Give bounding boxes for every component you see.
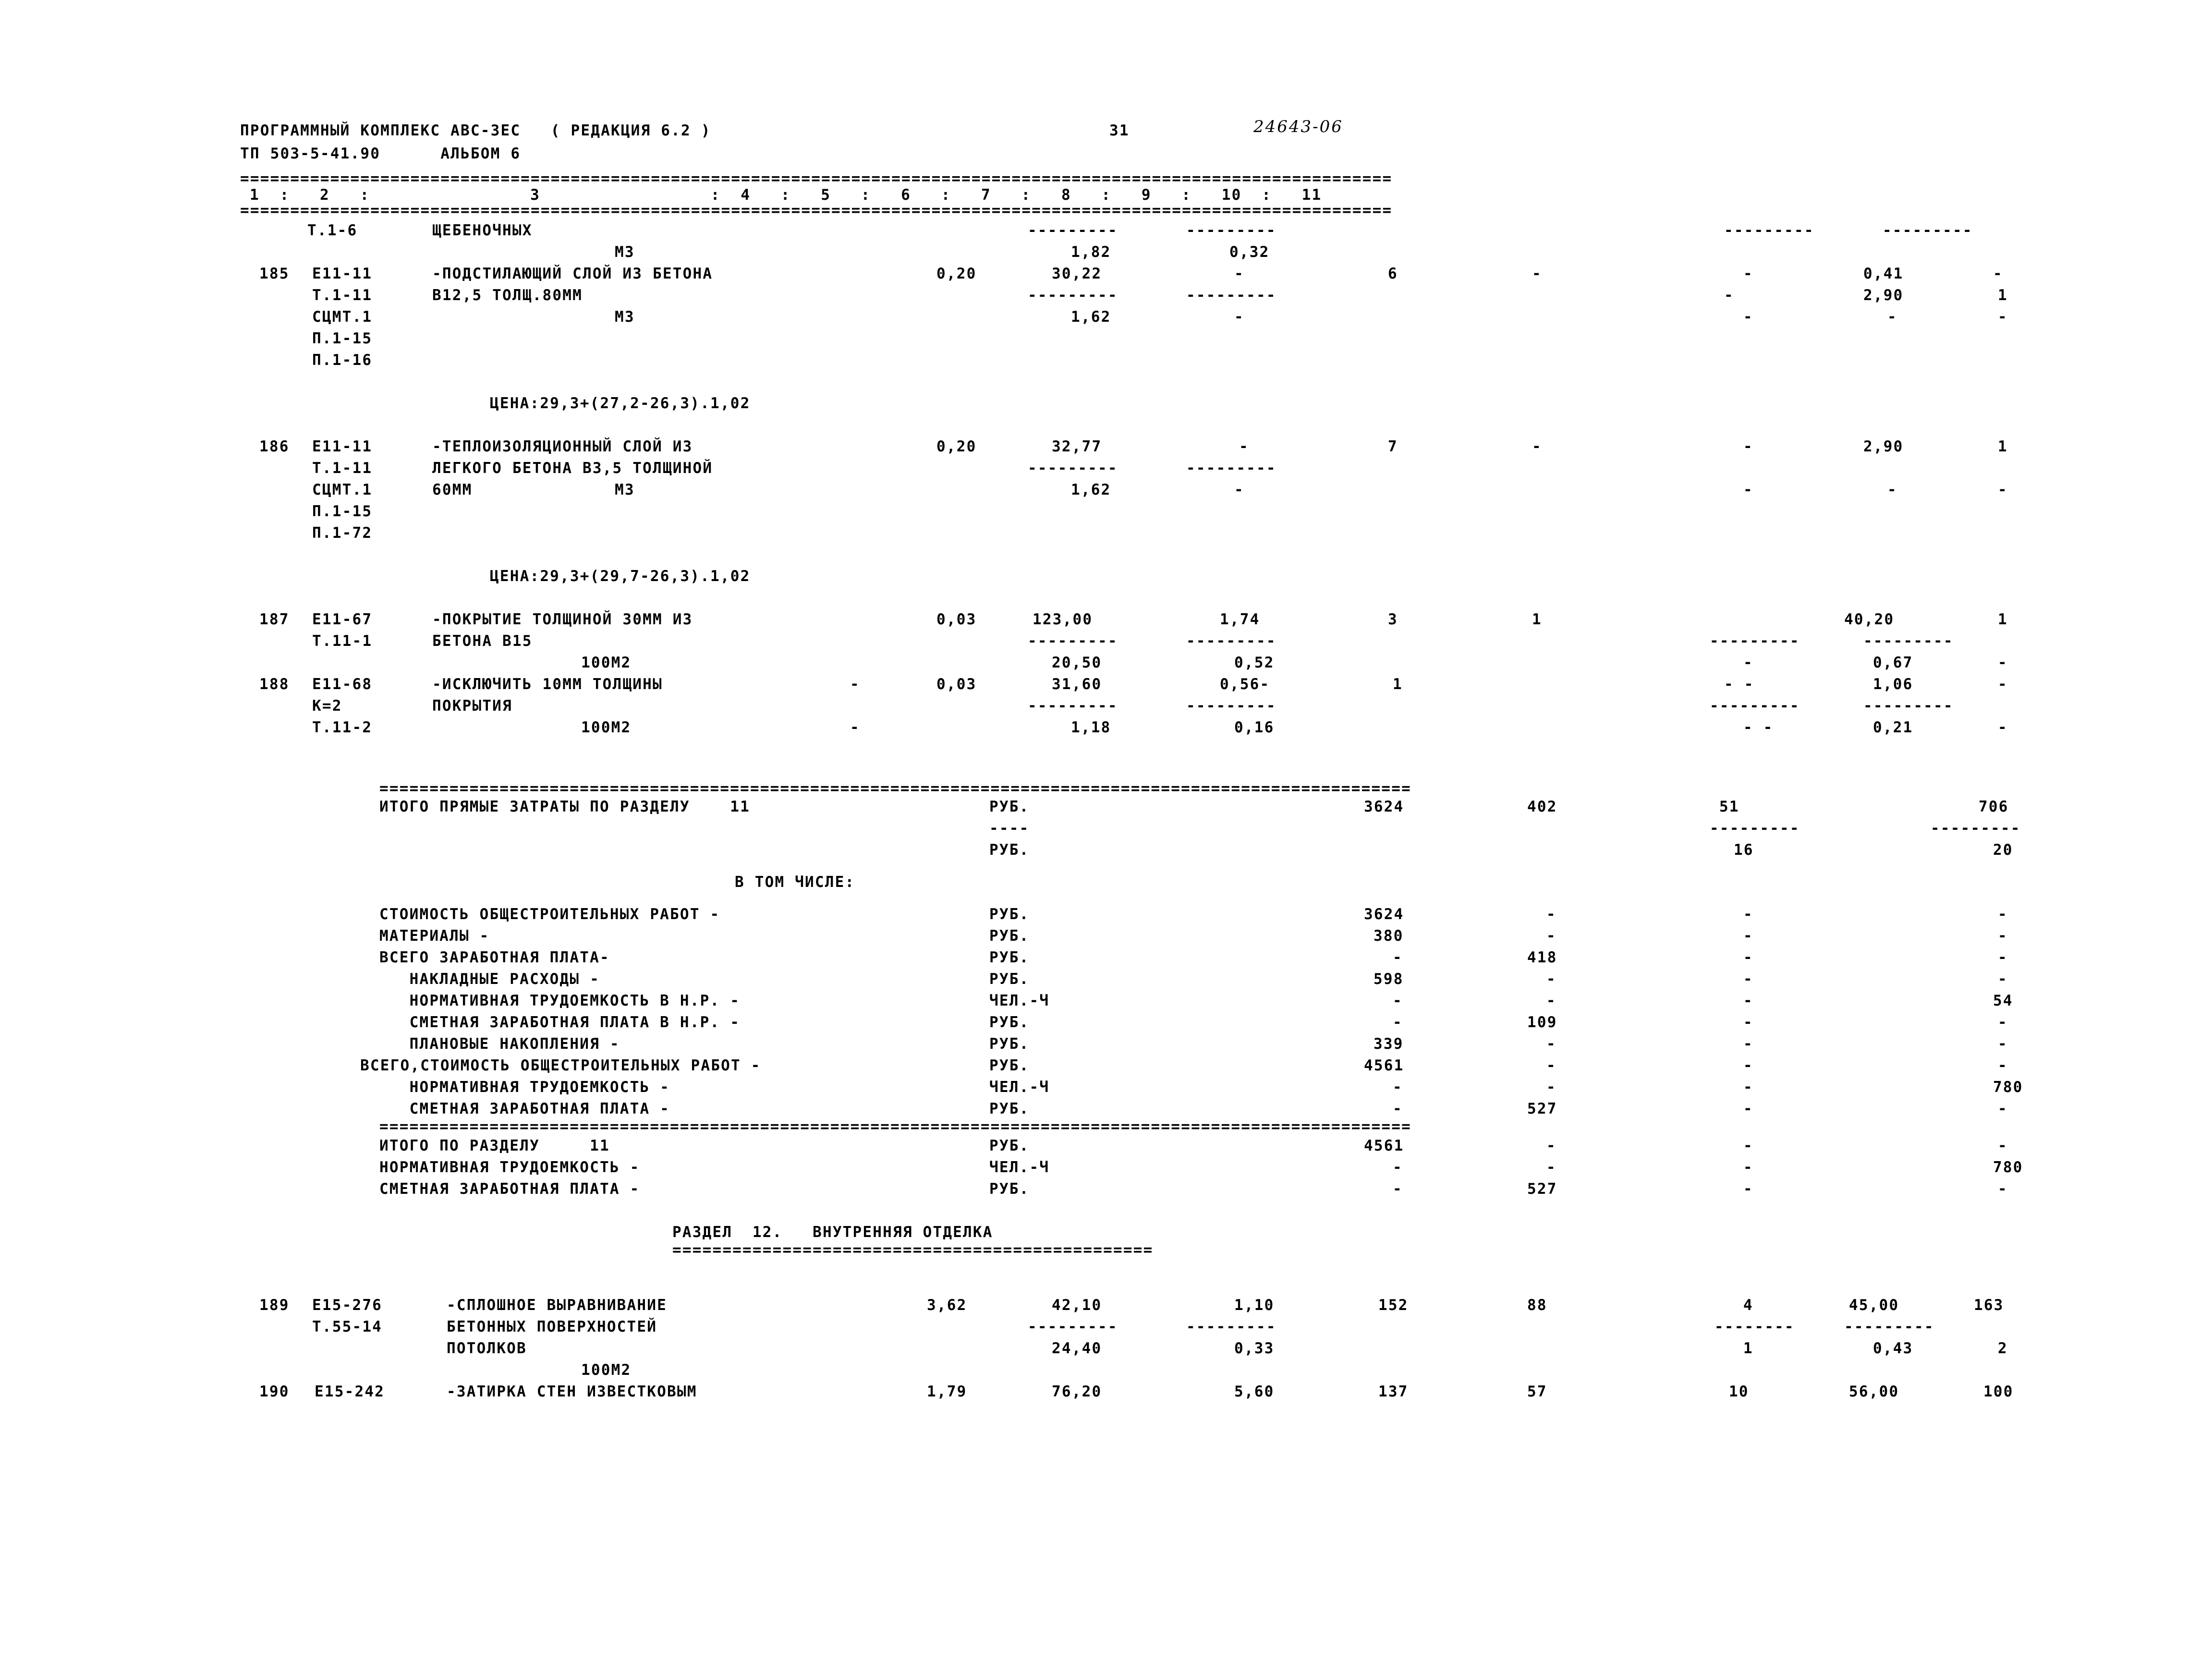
cell-desc: -СПЛОШНОЕ ВЫРАВНИВАНИЕ <box>447 1297 667 1314</box>
cell-desc: -ТЕПЛОИЗОЛЯЦИОННЫЙ СЛОЙ ИЗ <box>432 438 693 455</box>
cell-code: Е15-242 <box>315 1383 385 1400</box>
totals-c7: 3624 <box>1364 798 1404 815</box>
cell-10: 0,67 <box>1873 654 1913 671</box>
rule-line-mid: ======================================================================================================= <box>379 1120 1411 1135</box>
table-row <box>240 285 2017 306</box>
cell-6: - <box>1234 481 1244 498</box>
table-row <box>240 695 2017 717</box>
totals-line <box>240 1012 2017 1033</box>
cell-code: П.1-15 <box>312 503 373 520</box>
line-unit: РУБ. <box>989 949 1030 966</box>
sub-dash: ---- <box>989 820 1030 837</box>
cell-num: 190 <box>259 1383 290 1400</box>
cell-4: 1,79 <box>927 1383 967 1400</box>
cell-desc: БЕТОНА В15 <box>432 632 533 650</box>
table-row <box>240 674 2017 695</box>
cell-code: К=2 <box>312 697 342 715</box>
line-unit: РУБ. <box>989 971 1030 988</box>
cell-desc-dash: - <box>850 676 860 693</box>
table-row <box>240 609 2017 631</box>
final-c11: - <box>1998 1180 2008 1198</box>
line-c11: - <box>1998 906 2008 923</box>
line-unit: РУБ. <box>989 1014 1030 1031</box>
line-c11: - <box>1998 1035 2008 1053</box>
totals-rule-mid <box>240 1120 2017 1135</box>
table-row <box>240 522 2017 544</box>
cell-code: Т.1-6 <box>307 222 358 239</box>
line-c7: 339 <box>1373 1035 1404 1053</box>
cell-11: - <box>1998 676 2008 693</box>
cell-9: -------- <box>1714 1318 1795 1335</box>
cell-11: 163 <box>1974 1297 2004 1314</box>
cell-8: - <box>1532 265 1542 282</box>
line-c8: 527 <box>1527 1100 1557 1117</box>
section-title: РАЗДЕЛ 12. ВНУТРЕННЯЯ ОТДЕЛКА <box>672 1224 993 1241</box>
cell-unit: М3 <box>615 481 635 498</box>
final-c9: - <box>1743 1180 1753 1198</box>
cell-5: 1,18 <box>1071 719 1111 736</box>
cell-desc: ЩЕБЕНОЧНЫХ <box>432 222 533 239</box>
cell-6: --------- <box>1186 1318 1276 1335</box>
line-c9: - <box>1743 927 1753 945</box>
table-row <box>240 458 2017 479</box>
table-row <box>240 501 2017 522</box>
totals-label: ИТОГО ПРЯМЫЕ ЗАТРАТЫ ПО РАЗДЕЛУ 11 <box>379 798 750 815</box>
table-row <box>240 631 2017 652</box>
table-row <box>240 652 2017 674</box>
line-label: НОРМАТИВНАЯ ТРУДОЕМКОСТЬ - <box>379 1079 670 1096</box>
cell-6: 5,60 <box>1234 1383 1275 1400</box>
handwritten-code: 24643-06 <box>1253 117 1343 136</box>
cell-code: П.1-15 <box>312 330 373 347</box>
column-headers: 1 : 2 : 3 : 4 : 5 : 6 : 7 : 8 : 9 : 10 : 11 <box>250 186 1322 204</box>
cell-9: - <box>1743 481 1753 498</box>
table-row <box>240 1359 2017 1381</box>
line-unit: РУБ. <box>989 927 1030 945</box>
totals-sub-row <box>240 818 2021 839</box>
program-title: ПРОГРАММНЫЙ КОМПЛЕКС АВС-3ЕС ( РЕДАКЦИЯ 6.2 ) <box>240 122 711 139</box>
line-unit: РУБ. <box>989 1035 1030 1053</box>
line-c8: - <box>1546 971 1556 988</box>
cell-unit: М3 <box>615 243 635 261</box>
table-row <box>240 1316 2017 1338</box>
cell-code: П.1-72 <box>312 524 373 542</box>
line-unit: ЧЕЛ.-Ч <box>989 1079 1050 1096</box>
line-c7: 4561 <box>1364 1057 1404 1074</box>
line-c7: - <box>1393 949 1403 966</box>
line-unit: ЧЕЛ.-Ч <box>989 992 1050 1009</box>
line-label: НАКЛАДНЫЕ РАСХОДЫ - <box>379 971 600 988</box>
cell-9: 1 <box>1743 1340 1753 1357</box>
line-c9: - <box>1743 1014 1753 1031</box>
cell-11: - <box>1998 654 2008 671</box>
cell-code: Е11-67 <box>312 611 373 628</box>
cell-desc: В12,5 ТОЛЩ.80ММ <box>432 287 583 304</box>
cell-9: - <box>1743 265 1753 282</box>
cell-num: 185 <box>259 265 290 282</box>
cell-10: - <box>1887 481 1897 498</box>
cell-desc: ЛЕГКОГО БЕТОНА В3,5 ТОЛЩИНОЙ <box>432 460 713 477</box>
cell-desc: -ПОКРЫТИЕ ТОЛЩИНОЙ 30ММ ИЗ <box>432 611 693 628</box>
cell-5: 30,22 <box>1052 265 1102 282</box>
cell-5: --------- <box>1028 460 1118 477</box>
table-row <box>240 479 2017 501</box>
cell-10: --------- <box>1844 1318 1934 1335</box>
line-label: НОРМАТИВНАЯ ТРУДОЕМКОСТЬ В Н.Р. - <box>379 992 741 1009</box>
final-c11: 780 <box>1993 1159 2023 1176</box>
cell-num: 187 <box>259 611 290 628</box>
cell-11: 1 <box>1998 287 2008 304</box>
totals-c11: 706 <box>1979 798 2009 815</box>
line-c7: 598 <box>1373 971 1404 988</box>
totals-itogo-row <box>240 796 2017 818</box>
cell-5: 32,77 <box>1052 438 1102 455</box>
totals-line <box>240 1077 2023 1098</box>
cell-5: 31,60 <box>1052 676 1102 693</box>
line-unit: РУБ. <box>989 1100 1030 1117</box>
line-unit: РУБ. <box>989 906 1030 923</box>
cell-10: 2,90 <box>1863 287 1904 304</box>
price-note: ЦЕНА:29,3+(27,2-26,3).1,02 <box>490 395 751 412</box>
final-label: СМЕТНАЯ ЗАРАБОТНАЯ ПЛАТА - <box>379 1180 640 1198</box>
cell-7: 152 <box>1378 1297 1409 1314</box>
cell-11: - <box>1998 719 2008 736</box>
table-row <box>240 306 2017 328</box>
line-c11: - <box>1998 1100 2008 1117</box>
cell-4: 0,20 <box>936 265 977 282</box>
cell-6: - <box>1234 265 1244 282</box>
cell-7: 6 <box>1388 265 1398 282</box>
price-note: ЦЕНА:29,3+(29,7-26,3).1,02 <box>490 568 751 585</box>
cell-code: Т.1-11 <box>312 287 373 304</box>
cell-num: 189 <box>259 1297 290 1314</box>
totals-line <box>240 969 2017 990</box>
line-c7: 3624 <box>1364 906 1404 923</box>
cell-4: 0,03 <box>936 676 977 693</box>
final-label: ИТОГО ПО РАЗДЕЛУ 11 <box>379 1137 610 1154</box>
line-label: МАТЕРИАЛЫ - <box>379 927 490 945</box>
cell-7: 7 <box>1388 438 1398 455</box>
cell-7: 137 <box>1378 1383 1409 1400</box>
line-c7: - <box>1393 1014 1403 1031</box>
totals-line <box>240 1055 2017 1077</box>
totals-c8: 402 <box>1527 798 1557 815</box>
final-c7: - <box>1393 1180 1403 1198</box>
cell-11: 1 <box>1998 438 2008 455</box>
final-line <box>240 1178 2017 1200</box>
cell-9: --------- <box>1724 222 1814 239</box>
line-c8: 109 <box>1527 1014 1557 1031</box>
cell-6: --------- <box>1186 460 1276 477</box>
cell-6: 0,56- <box>1220 676 1270 693</box>
cell-9: 10 <box>1729 1383 1749 1400</box>
line-c9: - <box>1743 1035 1753 1053</box>
cell-6: --------- <box>1186 697 1276 715</box>
cell-10: 56,00 <box>1849 1383 1899 1400</box>
rule-line: ======================================================================================================= <box>379 782 1411 796</box>
line-c9: - <box>1743 906 1753 923</box>
table-row <box>240 263 2017 285</box>
cell-6: 0,32 <box>1229 243 1270 261</box>
cell-6: - <box>1234 308 1244 326</box>
final-c11: - <box>1998 1137 2008 1154</box>
sub-c11: 20 <box>1993 841 2013 859</box>
cell-10: 1,06 <box>1873 676 1913 693</box>
final-c8: 527 <box>1527 1180 1557 1198</box>
line-c8: - <box>1546 1057 1556 1074</box>
final-label: НОРМАТИВНАЯ ТРУДОЕМКОСТЬ - <box>379 1159 640 1176</box>
cell-10: 0,41 <box>1863 265 1904 282</box>
cell-5: --------- <box>1028 632 1118 650</box>
cell-8: 88 <box>1527 1297 1547 1314</box>
totals-line <box>240 990 2017 1012</box>
cell-8: - <box>1532 438 1542 455</box>
table-row <box>240 242 2017 263</box>
line-c11: - <box>1998 949 2008 966</box>
totals-unit: РУБ. <box>989 798 1030 815</box>
line-label: СМЕТНАЯ ЗАРАБОТНАЯ ПЛАТА - <box>379 1100 670 1117</box>
cell-6: 1,74 <box>1220 611 1260 628</box>
table-row <box>240 1338 2017 1359</box>
totals-line <box>240 925 2017 947</box>
cell-code: Т.11-2 <box>312 719 373 736</box>
cell-9: - - <box>1724 676 1754 693</box>
cell-6: 0,33 <box>1234 1340 1275 1357</box>
cell-10: 2,90 <box>1863 438 1904 455</box>
final-line <box>240 1135 2017 1157</box>
line-c9: - <box>1743 949 1753 966</box>
cell-code: Т.55-14 <box>312 1318 383 1335</box>
table-row <box>240 1295 2017 1316</box>
section-title-row <box>240 1222 2017 1243</box>
cell-9: --------- <box>1710 632 1800 650</box>
vtom-label: В ТОМ ЧИСЛЕ: <box>735 873 855 891</box>
line-c8: - <box>1546 906 1556 923</box>
cell-11: - <box>1998 308 2008 326</box>
cell-10: - <box>1887 308 1897 326</box>
cell-6: 0,52 <box>1234 654 1275 671</box>
cell-desc: ПОТОЛКОВ <box>447 1340 527 1357</box>
cell-5: 24,40 <box>1052 1340 1102 1357</box>
line-c7: - <box>1393 1100 1403 1117</box>
cell-11: 1 <box>1998 611 2008 628</box>
separator-top-2 <box>240 204 2017 220</box>
line-c9: - <box>1743 1100 1753 1117</box>
line-label: ВСЕГО ЗАРАБОТНАЯ ПЛАТА- <box>379 949 610 966</box>
cell-code: Е11-11 <box>312 438 373 455</box>
cell-11: 2 <box>1998 1340 2008 1357</box>
cell-5: 20,50 <box>1052 654 1102 671</box>
cell-9: --------- <box>1710 697 1800 715</box>
cell-desc: -ЗАТИРКА СТЕН ИЗВЕСТКОВЫМ <box>447 1383 697 1400</box>
price-note-row-1 <box>240 393 2017 414</box>
cell-10: 40,20 <box>1844 611 1895 628</box>
final-unit: РУБ. <box>989 1137 1030 1154</box>
cell-5: --------- <box>1028 697 1118 715</box>
cell-code: Т.11-1 <box>312 632 373 650</box>
cell-code: Е11-11 <box>312 265 373 282</box>
totals-line <box>240 1033 2017 1055</box>
line-c11: - <box>1998 971 2008 988</box>
final-c9: - <box>1743 1159 1753 1176</box>
line-c11: - <box>1998 1057 2008 1074</box>
final-c8: - <box>1546 1159 1556 1176</box>
line-label: ВСЕГО,СТОИМОСТЬ ОБЩЕСТРОИТЕЛЬНЫХ РАБОТ - <box>360 1057 761 1074</box>
column-header-row <box>240 184 2017 204</box>
line-c9: - <box>1743 1079 1753 1096</box>
final-c7: 4561 <box>1364 1137 1404 1154</box>
cell-5: 1,82 <box>1071 243 1111 261</box>
table-row <box>240 717 2017 739</box>
line-c8: - <box>1546 992 1556 1009</box>
separator-line: =================================================================================================================== <box>240 172 1393 184</box>
section-underline: ================================================ <box>672 1243 1154 1259</box>
final-c8: - <box>1546 1137 1556 1154</box>
line-c11: - <box>1998 1014 2008 1031</box>
line-unit: РУБ. <box>989 1057 1030 1074</box>
cell-5: 1,62 <box>1071 481 1111 498</box>
cell-9: - <box>1724 287 1734 304</box>
line-c8: 418 <box>1527 949 1557 966</box>
cell-code: Е15-276 <box>312 1297 383 1314</box>
dash-c9: --------- <box>1710 820 1800 837</box>
cell-6: --------- <box>1186 287 1276 304</box>
cell-8: 57 <box>1527 1383 1547 1400</box>
cell-4: 0,20 <box>936 438 977 455</box>
cell-desc: 60ММ <box>432 481 473 498</box>
cell-code: Т.1-11 <box>312 460 373 477</box>
cell-unit: 100М2 <box>581 654 632 671</box>
vtom-row <box>240 872 2017 893</box>
final-c9: - <box>1743 1137 1753 1154</box>
final-unit: ЧЕЛ.-Ч <box>989 1159 1050 1176</box>
cell-6: --------- <box>1186 632 1276 650</box>
line-c9: - <box>1743 971 1753 988</box>
cell-7: 1 <box>1393 676 1403 693</box>
line-c8: - <box>1546 1079 1556 1096</box>
cell-desc: -ПОДСТИЛАЮЩИЙ СЛОЙ ИЗ БЕТОНА <box>432 265 713 282</box>
cell-num: 186 <box>259 438 290 455</box>
table-row <box>240 350 2017 371</box>
cell-code: СЦМТ.1 <box>312 481 373 498</box>
line-c8: - <box>1546 927 1556 945</box>
cell-5: 76,20 <box>1052 1383 1102 1400</box>
final-unit: РУБ. <box>989 1180 1030 1198</box>
cell-11: 100 <box>1983 1383 2014 1400</box>
cell-8: 1 <box>1532 611 1542 628</box>
cell-6: --------- <box>1186 222 1276 239</box>
line-c11: 780 <box>1993 1079 2023 1096</box>
table-row <box>240 436 2017 458</box>
cell-unit: М3 <box>615 308 635 326</box>
cell-desc: ПОКРЫТИЯ <box>432 697 512 715</box>
cell-5: 42,10 <box>1052 1297 1102 1314</box>
cell-6: 1,10 <box>1234 1297 1275 1314</box>
table-row <box>240 1381 2017 1403</box>
estimate-sheet <box>240 117 2023 1403</box>
sub-c9: 16 <box>1734 841 1754 859</box>
line-label: ПЛАНОВЫЕ НАКОПЛЕНИЯ - <box>379 1035 620 1053</box>
table-row <box>240 328 2017 350</box>
cell-desc: БЕТОННЫХ ПОВЕРХНОСТЕЙ <box>447 1318 657 1335</box>
cell-code: Е11-68 <box>312 676 373 693</box>
line-c8: - <box>1546 1035 1556 1053</box>
totals-line <box>240 1098 2017 1120</box>
cell-10: --------- <box>1863 697 1954 715</box>
cell-11: - <box>1993 265 2003 282</box>
cell-5: 123,00 <box>1033 611 1093 628</box>
cell-num: 188 <box>259 676 290 693</box>
line-label: СТОИМОСТЬ ОБЩЕСТРОИТЕЛЬНЫХ РАБОТ - <box>379 906 720 923</box>
cell-9: - <box>1743 308 1753 326</box>
line-c7: - <box>1393 992 1403 1009</box>
cell-11: - <box>1998 481 2008 498</box>
cell-9: - <box>1743 438 1753 455</box>
totals-line <box>240 947 2017 969</box>
cell-code: П.1-16 <box>312 352 373 369</box>
cell-10: 45,00 <box>1849 1297 1899 1314</box>
dash-c11: --------- <box>1931 820 2021 837</box>
line-label: СМЕТНАЯ ЗАРАБОТНАЯ ПЛАТА В Н.Р. - <box>379 1014 741 1031</box>
cell-4: 3,62 <box>927 1297 967 1314</box>
header-row-1 <box>240 117 2017 143</box>
final-line <box>240 1157 2023 1178</box>
cell-10: --------- <box>1863 632 1954 650</box>
sub-unit: РУБ. <box>989 841 1030 859</box>
price-note-row-2 <box>240 566 2017 587</box>
cell-5: 1,62 <box>1071 308 1111 326</box>
cell-9: - - <box>1743 719 1774 736</box>
cell-5: --------- <box>1028 287 1118 304</box>
header-row-2 <box>240 143 2017 172</box>
cell-10: --------- <box>1883 222 1973 239</box>
line-c11: 54 <box>1993 992 2013 1009</box>
cell-desc: -ИСКЛЮЧИТЬ 10ММ ТОЛЩИНЫ <box>432 676 663 693</box>
cell-unit: 100М2 <box>581 1361 632 1379</box>
line-c7: 380 <box>1373 927 1404 945</box>
cell-unit: 100М2 <box>581 719 632 736</box>
cell-10: 0,43 <box>1873 1340 1913 1357</box>
totals-c9: 51 <box>1719 798 1739 815</box>
cell-10: 0,21 <box>1873 719 1913 736</box>
cell-7: 3 <box>1388 611 1398 628</box>
cell-4: 0,03 <box>936 611 977 628</box>
line-c11: - <box>1998 927 2008 945</box>
cell-6: 0,16 <box>1234 719 1275 736</box>
totals-line <box>240 904 2017 925</box>
table-row <box>240 220 2017 242</box>
separator-line-2: =================================================================================================================== <box>240 204 1393 219</box>
page-number: 31 <box>1109 122 1130 139</box>
totals-sub-row-2 <box>240 839 2017 861</box>
final-c7: - <box>1393 1159 1403 1176</box>
cell-9: - <box>1743 654 1753 671</box>
section-underline-row <box>240 1243 2017 1262</box>
cell-6: - <box>1239 438 1249 455</box>
line-c9: - <box>1743 1057 1753 1074</box>
cell-5: --------- <box>1028 222 1118 239</box>
line-c7: - <box>1393 1079 1403 1096</box>
cell-5: --------- <box>1028 1318 1118 1335</box>
cell-code: СЦМТ.1 <box>312 308 373 326</box>
separator-top <box>240 172 2017 184</box>
totals-rule-top <box>240 782 2017 796</box>
line-c9: - <box>1743 992 1753 1009</box>
project-title: ТП 503-5-41.90 АЛЬБОМ 6 <box>240 145 521 162</box>
cell-9: 4 <box>1743 1297 1753 1314</box>
cell-desc-dash: - <box>850 719 860 736</box>
